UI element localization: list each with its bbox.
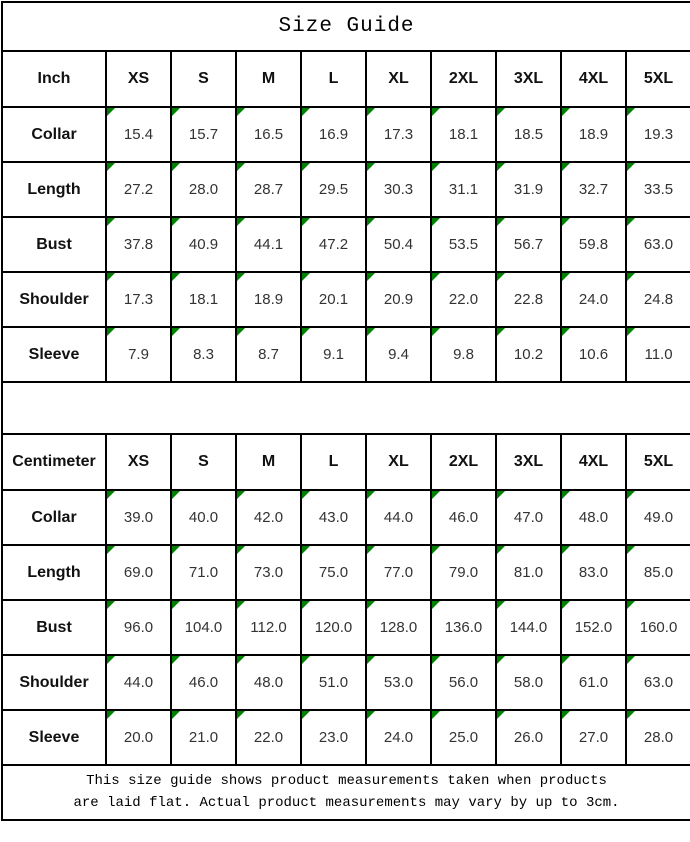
spacer-cell [2, 382, 690, 434]
size-value-cell: 56.0 [431, 655, 496, 710]
size-value-cell: 24.0 [366, 710, 431, 765]
size-value-cell: 79.0 [431, 545, 496, 600]
size-value-cell: 28.0 [626, 710, 690, 765]
size-value-cell: 40.9 [171, 217, 236, 272]
size-value-cell: 22.0 [236, 710, 301, 765]
size-value-cell: 17.3 [366, 107, 431, 162]
size-value-cell: 22.8 [496, 272, 561, 327]
size-value-cell: 15.7 [171, 107, 236, 162]
size-value-cell: 73.0 [236, 545, 301, 600]
size-value-cell: 58.0 [496, 655, 561, 710]
size-value-cell: 30.3 [366, 162, 431, 217]
size-value-cell: 11.0 [626, 327, 690, 382]
size-guide-table [1, 1, 690, 821]
size-value-cell: 112.0 [236, 600, 301, 655]
size-value-cell: 77.0 [366, 545, 431, 600]
size-value-cell: 61.0 [561, 655, 626, 710]
size-column-header: XL [366, 434, 431, 490]
size-value-cell: 63.0 [626, 217, 690, 272]
footnote-line-1: This size guide shows product measurements taken when products [86, 772, 607, 789]
size-value-cell: 27.2 [106, 162, 171, 217]
size-column-header: 2XL [431, 51, 496, 107]
size-column-header: 2XL [431, 434, 496, 490]
footnote-line-2: are laid flat. Actual product measurements may vary by up to 3cm. [73, 794, 620, 811]
size-column-header: 4XL [561, 51, 626, 107]
size-value-cell: 75.0 [301, 545, 366, 600]
size-value-cell: 18.1 [171, 272, 236, 327]
size-value-cell: 18.9 [236, 272, 301, 327]
size-column-header: S [171, 51, 236, 107]
size-value-cell: 59.8 [561, 217, 626, 272]
size-value-cell: 81.0 [496, 545, 561, 600]
size-column-header: 3XL [496, 51, 561, 107]
size-value-cell: 24.8 [626, 272, 690, 327]
table-row [2, 217, 690, 272]
footer-row [2, 765, 690, 820]
footer-note [2, 765, 690, 820]
size-value-cell: 18.5 [496, 107, 561, 162]
title-row [2, 2, 690, 51]
size-value-cell: 46.0 [431, 490, 496, 545]
size-column-header: M [236, 51, 301, 107]
size-value-cell: 10.2 [496, 327, 561, 382]
row-label: Collar [2, 490, 106, 545]
table-row [2, 162, 690, 217]
size-value-cell: 83.0 [561, 545, 626, 600]
size-value-cell: 28.0 [171, 162, 236, 217]
size-value-cell: 42.0 [236, 490, 301, 545]
size-value-cell: 20.9 [366, 272, 431, 327]
size-column-header: L [301, 51, 366, 107]
size-column-header: XS [106, 434, 171, 490]
size-value-cell: 9.1 [301, 327, 366, 382]
row-label: Bust [2, 217, 106, 272]
size-value-cell: 20.1 [301, 272, 366, 327]
size-column-header: 5XL [626, 434, 690, 490]
table-row [2, 545, 690, 600]
row-label: Sleeve [2, 710, 106, 765]
size-value-cell: 37.8 [106, 217, 171, 272]
row-label: Length [2, 162, 106, 217]
row-label: Shoulder [2, 655, 106, 710]
size-value-cell: 56.7 [496, 217, 561, 272]
size-value-cell: 8.7 [236, 327, 301, 382]
size-value-cell: 53.0 [366, 655, 431, 710]
size-value-cell: 9.8 [431, 327, 496, 382]
size-column-header: 5XL [626, 51, 690, 107]
table-row [2, 107, 690, 162]
size-value-cell: 69.0 [106, 545, 171, 600]
size-value-cell: 18.9 [561, 107, 626, 162]
size-value-cell: 26.0 [496, 710, 561, 765]
size-value-cell: 32.7 [561, 162, 626, 217]
size-column-header: XS [106, 51, 171, 107]
cm-header-row [2, 434, 690, 490]
size-value-cell: 27.0 [561, 710, 626, 765]
size-column-header: L [301, 434, 366, 490]
table-row [2, 710, 690, 765]
size-value-cell: 49.0 [626, 490, 690, 545]
size-value-cell: 33.5 [626, 162, 690, 217]
size-column-header: 4XL [561, 434, 626, 490]
table-row [2, 600, 690, 655]
size-value-cell: 96.0 [106, 600, 171, 655]
size-column-header: S [171, 434, 236, 490]
size-value-cell: 25.0 [431, 710, 496, 765]
size-value-cell: 48.0 [236, 655, 301, 710]
row-label: Bust [2, 600, 106, 655]
size-value-cell: 7.9 [106, 327, 171, 382]
spacer-row [2, 382, 690, 434]
size-column-header: M [236, 434, 301, 490]
size-value-cell: 10.6 [561, 327, 626, 382]
size-value-cell: 120.0 [301, 600, 366, 655]
size-value-cell: 31.1 [431, 162, 496, 217]
size-value-cell: 43.0 [301, 490, 366, 545]
size-value-cell: 128.0 [366, 600, 431, 655]
size-value-cell: 44.1 [236, 217, 301, 272]
size-value-cell: 44.0 [106, 655, 171, 710]
size-value-cell: 71.0 [171, 545, 236, 600]
size-value-cell: 24.0 [561, 272, 626, 327]
size-value-cell: 9.4 [366, 327, 431, 382]
size-value-cell: 47.0 [496, 490, 561, 545]
size-value-cell: 15.4 [106, 107, 171, 162]
page-title: Size Guide [2, 2, 690, 51]
size-value-cell: 63.0 [626, 655, 690, 710]
size-value-cell: 16.9 [301, 107, 366, 162]
table-row [2, 490, 690, 545]
size-value-cell: 46.0 [171, 655, 236, 710]
size-value-cell: 85.0 [626, 545, 690, 600]
size-value-cell: 50.4 [366, 217, 431, 272]
size-value-cell: 21.0 [171, 710, 236, 765]
table-row [2, 327, 690, 382]
row-label: Collar [2, 107, 106, 162]
size-column-header: XL [366, 51, 431, 107]
table-row [2, 655, 690, 710]
size-value-cell: 19.3 [626, 107, 690, 162]
size-value-cell: 16.5 [236, 107, 301, 162]
size-value-cell: 31.9 [496, 162, 561, 217]
size-column-header: 3XL [496, 434, 561, 490]
unit-header-inch: Inch [2, 51, 106, 107]
row-label: Shoulder [2, 272, 106, 327]
size-value-cell: 39.0 [106, 490, 171, 545]
size-value-cell: 40.0 [171, 490, 236, 545]
size-value-cell: 23.0 [301, 710, 366, 765]
size-value-cell: 48.0 [561, 490, 626, 545]
size-value-cell: 160.0 [626, 600, 690, 655]
unit-header-centimeter: Centimeter [2, 434, 106, 490]
row-label: Sleeve [2, 327, 106, 382]
size-value-cell: 104.0 [171, 600, 236, 655]
table-row [2, 272, 690, 327]
size-value-cell: 28.7 [236, 162, 301, 217]
size-value-cell: 47.2 [301, 217, 366, 272]
size-value-cell: 136.0 [431, 600, 496, 655]
size-value-cell: 8.3 [171, 327, 236, 382]
size-value-cell: 144.0 [496, 600, 561, 655]
size-value-cell: 18.1 [431, 107, 496, 162]
size-value-cell: 53.5 [431, 217, 496, 272]
row-label: Length [2, 545, 106, 600]
size-value-cell: 29.5 [301, 162, 366, 217]
size-value-cell: 17.3 [106, 272, 171, 327]
size-value-cell: 22.0 [431, 272, 496, 327]
size-value-cell: 152.0 [561, 600, 626, 655]
size-value-cell: 51.0 [301, 655, 366, 710]
size-value-cell: 20.0 [106, 710, 171, 765]
inch-header-row [2, 51, 690, 107]
size-value-cell: 44.0 [366, 490, 431, 545]
